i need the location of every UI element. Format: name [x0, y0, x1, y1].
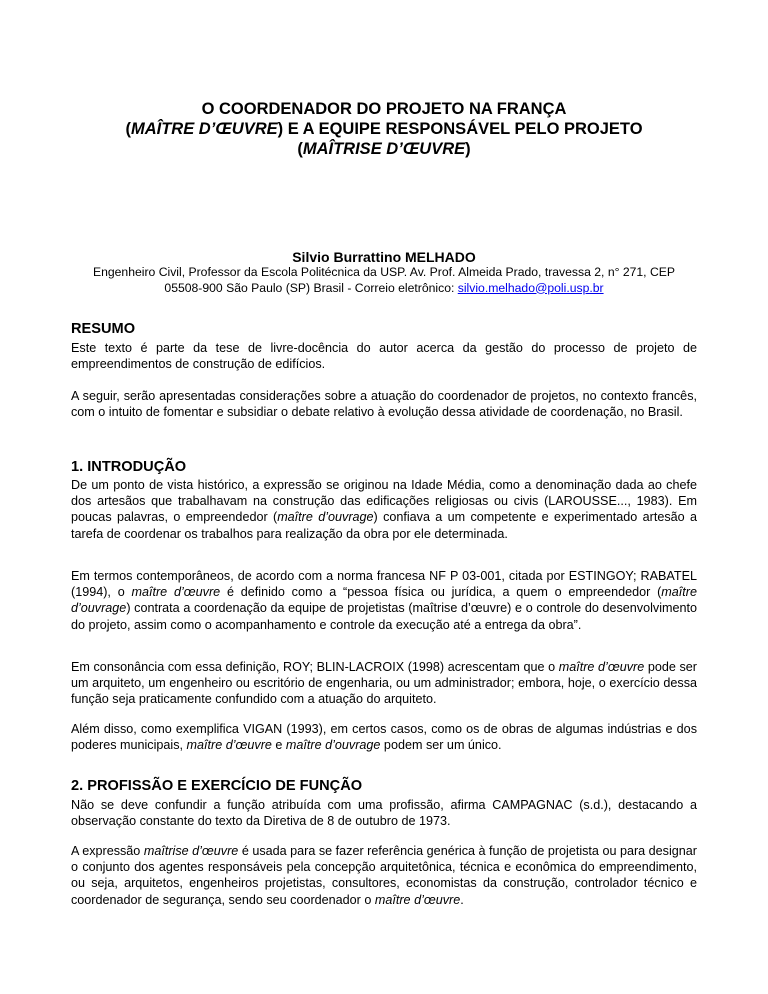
email-link[interactable]: silvio.melhado@poli.usp.br — [457, 280, 604, 295]
section2-paragraph-1: Não se deve confundir a função atribuída com uma profissão, afirma CAMPAGNAC (s.d.), destacando a observação constante do texto da Diretiva de 8 de outubro de 1973. — [71, 798, 697, 829]
text: podem ser um único. — [380, 738, 502, 753]
title-text: ) E A EQUIPE RESPONSÁVEL PELO PROJETO — [277, 120, 643, 138]
text: é usada para se fazer referência genérica à função de projetista ou para designar o conjunto dos agentes responsáveis pela concepção arquitetônica, técnica e econômica do empreendimento, ou seja, arquitetos, engenheiros projetistas, consultores, economistas da construção, controlador técnico e coordenador de segurança, sendo seu coordenador o — [71, 844, 697, 907]
text: ) confiava a um competente e experimentado artesão a tarefa de coordenar os trabalhos para realização da obra por ele determinada. — [71, 510, 697, 541]
text: pode ser um arquiteto, um engenheiro ou escritório de engenharia, ou um administrador; embora, hoje, o exercício dessa função seja praticamente confundido com a atuação do arquiteto. — [71, 660, 697, 707]
italic-term: maître d’œuvre — [131, 585, 221, 600]
author-name: Silvio Burrattino MELHADO — [292, 249, 476, 265]
text: ) contrata a coordenação da equipe de projetistas (maîtrise d’œuvre) e o controle do desenvolvimento do projeto, assim como o acompanhamento e controle da execução até a entrega da obra”. — [71, 601, 697, 632]
italic-term: maître d’ouvrage — [71, 585, 697, 616]
italic-term: maître d’œuvre — [186, 738, 272, 753]
title-italic-term: MAÎTRE D’ŒUVRE — [130, 120, 278, 138]
title-paren: ( — [297, 140, 303, 158]
italic-term: maître d’œuvre — [558, 660, 645, 674]
italic-term: maître d’œuvre — [374, 892, 461, 907]
title-paren: ( — [125, 120, 131, 138]
section2-paragraph-2 — [71, 843, 697, 908]
title-line-3 — [80, 139, 688, 159]
intro-paragraph-1 — [71, 477, 697, 542]
intro-paragraph-3 — [71, 659, 697, 708]
text: é definido como a “pessoa física ou jurídica, a quem o empreendedor ( — [220, 585, 662, 600]
resumo-paragraph-1: Este texto é parte da tese de livre-docência do autor acerca da gestão do processo de projeto de empreendimentos de construção de edifícios. — [71, 341, 697, 372]
affiliation-line-1: Engenheiro Civil, Professor da Escola Politécnica da USP. Av. Prof. Almeida Prado, travessa 2, n° 271, CEP — [92, 265, 676, 279]
text: De um ponto de vista histórico, a expressão se originou na Idade Média, como a denominação dada ao chefe dos artesãos que trabalhavam na construção das edificações religiosas ou civis (LAROUSSE..., 1983). Em poucas palavras, o empreendedor ( — [71, 478, 697, 525]
title-paren: ) — [465, 140, 471, 158]
text: Em termos contemporâneos, de acordo com a norma francesa NF P 03-001, citada por ESTINGOY; RABATEL (1994), o — [71, 569, 697, 600]
text: A expressão — [71, 844, 144, 858]
intro-paragraph-4 — [71, 721, 697, 753]
intro-paragraph-2 — [71, 568, 697, 633]
text: Além disso, como exemplifica VIGAN (1993), em certos casos, como os de obras de algumas indústrias e dos poderes municipais, — [71, 722, 697, 753]
title-line-2 — [80, 119, 688, 139]
affiliation-text: 05508-900 São Paulo (SP) Brasil - Correio eletrônico: — [164, 280, 458, 295]
title-italic-term: MAÎTRISE D’ŒUVRE — [302, 140, 466, 158]
section-heading-profissao: 2. PROFISSÃO E EXERCÍCIO DE FUNÇÃO — [71, 778, 363, 794]
section-heading-introducao: 1. INTRODUÇÃO — [71, 459, 187, 475]
section-heading-resumo: RESUMO — [71, 321, 136, 337]
title-line-1: O COORDENADOR DO PROJETO NA FRANÇA — [201, 100, 567, 118]
italic-term: maître d’ouvrage — [285, 738, 381, 753]
text: e — [271, 738, 286, 753]
text: . — [460, 892, 464, 907]
affiliation-line-2 — [80, 281, 688, 297]
paper-title — [80, 99, 688, 159]
author-affiliation — [80, 265, 688, 296]
italic-term: maîtrise d’œuvre — [143, 844, 239, 858]
resumo-paragraph-2: A seguir, serão apresentadas considerações sobre a atuação do coordenador de projetos, no contexto francês, com o intuito de fomentar e subsidiar o debate relativo à evolução dessa atividade de coordenação, no Brasil. — [71, 389, 697, 420]
italic-term: maître d’ouvrage — [277, 510, 374, 525]
text: Em consonância com essa definição, ROY; BLIN-LACROIX (1998) acrescentam que o — [71, 660, 559, 674]
